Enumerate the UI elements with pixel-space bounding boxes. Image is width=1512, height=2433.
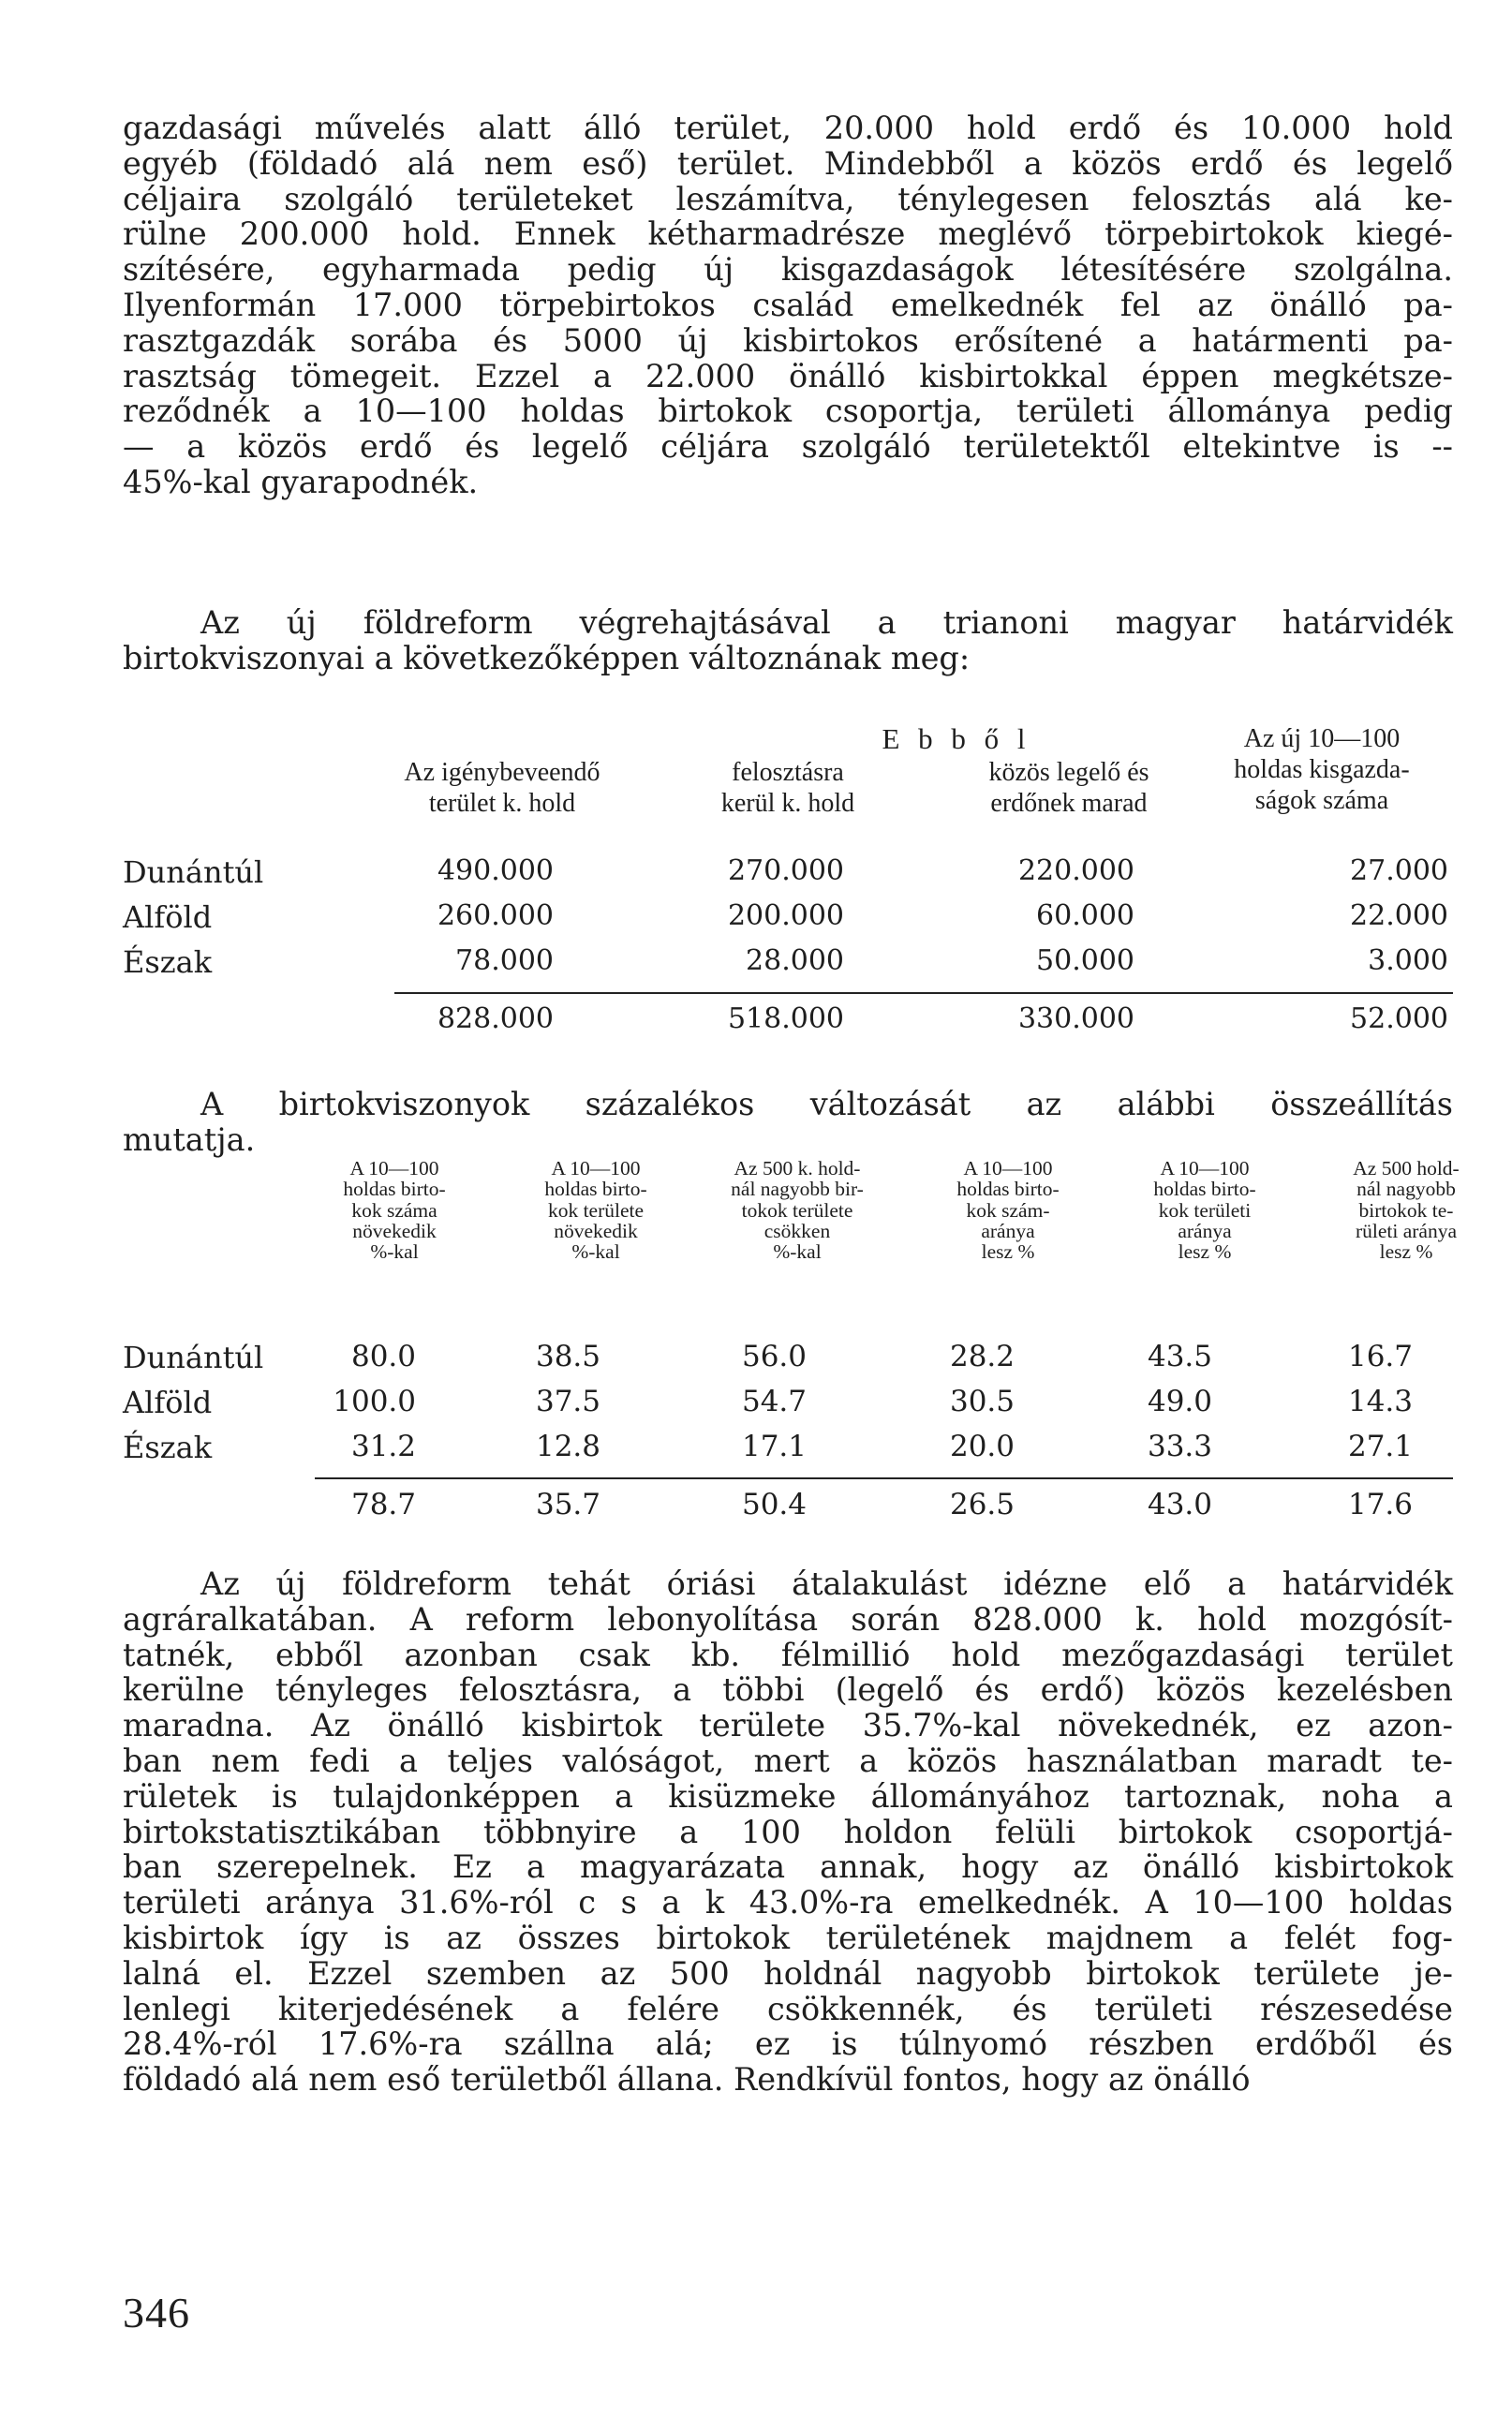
table1-total: 518.000	[727, 1002, 844, 1035]
table2-cell: 37.5	[535, 1385, 600, 1418]
text-line: 28.4%-ról 17.6%-ra szállna alá; ez is túlnyomó részben erdőből és	[123, 2025, 1453, 2063]
text-line: 45%-kal gyarapodnék.	[123, 463, 479, 500]
table2-total: 17.6	[1347, 1488, 1413, 1521]
text-line: céljaira szolgáló területeket leszámítva, ténylegesen felosztás alá ke-	[123, 180, 1453, 217]
paragraph-percentages-intro	[123, 1087, 1453, 1158]
text-line: földadó alá nem eső területből állana. Rendkívül fontos, hogy az önálló	[123, 2061, 1251, 2099]
table1-cell: 260.000	[437, 899, 554, 932]
table2-header: Az 500 k. hold- nál nagyobb bir- tokok területe csökken %-kal	[731, 1157, 864, 1264]
table2-header: A 10—100 holdas birto- kok száma növekedik %-kal	[343, 1157, 446, 1264]
table2-cell: 27.1	[1347, 1430, 1413, 1463]
table2-row-label: Alföld	[123, 1385, 213, 1420]
table1-header-new-farms: Az új 10—100 holdas kisgazda- ságok száma	[1234, 724, 1410, 815]
text-line: lalná el. Ezzel szemben az 500 holdnál nagyobb birtokok területe je-	[123, 1954, 1453, 1992]
text-line: lenlegi kiterjedésének a felére csökkennék, és területi részesedése	[123, 1990, 1453, 2027]
text-line: rülne 200.000 hold. Ennek kétharmadrésze meglévő törpebirtokok kiegé-	[123, 215, 1453, 253]
table2-cell: 43.5	[1147, 1340, 1212, 1373]
table1-cell: 60.000	[1036, 899, 1134, 932]
text-line: Az új földreform végrehajtásával a trianoni magyar határvidék	[200, 604, 1453, 641]
text-line: birtokstatisztikában többnyire a 100 holdon felüli birtokok csoportjá-	[123, 1813, 1453, 1850]
text-line: kisbirtok így is az összes birtokok területének majdnem a felét fog-	[123, 1919, 1453, 1956]
table2-total-rule	[315, 1477, 1453, 1479]
text-line: maradna. Az önálló kisbirtok területe 35.7%-kal növekednék, ez azon-	[123, 1707, 1453, 1744]
table1-cell: 78.000	[455, 944, 554, 977]
paragraph-conclusion	[123, 1566, 1453, 2098]
table1-cell: 22.000	[1350, 899, 1448, 932]
text-line: reződnék a 10—100 holdas birtokok csoportja, területi állománya pedig	[123, 393, 1453, 430]
text-line: mutatja.	[123, 1120, 256, 1158]
table2-cell: 30.5	[949, 1385, 1015, 1418]
text-line: területi aránya 31.6%-ról c s a k 43.0%-ra emelkednék. A 10—100 holdas	[123, 1884, 1453, 1921]
text-line: egyéb (földadó alá nem eső) terület. Mindebből a közös erdő és legelő	[123, 144, 1453, 182]
table2-cell: 56.0	[741, 1340, 807, 1373]
table2-total: 50.4	[741, 1488, 807, 1521]
table2-header: A 10—100 holdas birto- kok területi aránya lesz %	[1153, 1157, 1256, 1264]
table2-cell: 17.1	[741, 1430, 807, 1463]
table2-cell: 80.0	[350, 1340, 416, 1373]
table1-cell: 50.000	[1036, 944, 1134, 977]
paragraph-intro	[123, 111, 1453, 500]
text-line: rasztság tömegeit. Ezzel a 22.000 önálló kisbirtokkal éppen megkétsze-	[123, 357, 1453, 394]
table2-total: 26.5	[949, 1488, 1015, 1521]
table1-cell: 28.000	[746, 944, 844, 977]
text-line: ban szerepelnek. Ez a magyarázata annak, hogy az önálló kisbirtokok	[123, 1848, 1453, 1886]
table1-row-label: Dunántúl	[123, 854, 264, 890]
page-number: 346	[123, 2289, 190, 2337]
table1-total: 330.000	[1017, 1002, 1134, 1035]
table2-cell: 20.0	[949, 1430, 1015, 1463]
text-line: A birtokviszonyok százalékos változását az alábbi összeállítás	[200, 1086, 1453, 1122]
text-line: tatnék, ebből azonban csak kb. félmillió hold mezőgazdasági terület	[123, 1636, 1453, 1673]
table2-header: A 10—100 holdas birto- kok területe növekedik %-kal	[544, 1157, 647, 1264]
table2-cell: 38.5	[535, 1340, 600, 1373]
table1-cell: 270.000	[727, 854, 844, 887]
text-line: Ilyenformán 17.000 törpebirtokos család emelkednék fel az önálló pa-	[123, 286, 1453, 323]
text-line: — a közös erdő és legelő céljára szolgáló területektől eltekintve is --	[123, 428, 1453, 466]
table2-cell: 31.2	[350, 1430, 416, 1463]
table2-cell: 33.3	[1147, 1430, 1212, 1463]
table1-header-claimed: Az igénybeveendő terület k. hold	[404, 758, 600, 818]
table2-row-label: Észak	[123, 1430, 213, 1465]
text-line: agráralkatában. A reform lebonyolítása során 828.000 k. hold mozgósít-	[123, 1600, 1453, 1638]
table1-cell: 490.000	[437, 854, 554, 887]
text-line: birtokviszonyai a következőképpen változnának meg:	[123, 639, 971, 676]
text-line: kerülne tényleges felosztásra, a többi (legelő és erdő) közös kezelésben	[123, 1671, 1453, 1709]
table2-header: Az 500 hold- nál nagyobb birtokok te- rületi aránya lesz %	[1353, 1157, 1460, 1264]
table1-total: 52.000	[1350, 1002, 1448, 1035]
table1-row-label: Észak	[123, 944, 213, 980]
table2-cell: 54.7	[741, 1385, 807, 1418]
paragraph-reform-intro	[123, 605, 1453, 676]
table2-cell: 28.2	[949, 1340, 1015, 1373]
text-line: rasztgazdák sorába és 5000 új kisbirtokos erősítené a határmenti pa-	[123, 321, 1453, 359]
table2-cell: 16.7	[1347, 1340, 1413, 1373]
text-line: rületek is tulajdonképpen a kisüzmeke állományához tartoznak, noha a	[123, 1777, 1453, 1815]
text-line: Az új földreform tehát óriási átalakulást idézne elő a határvidék	[200, 1565, 1453, 1602]
table2-row-label: Dunántúl	[123, 1340, 264, 1375]
table1-total: 828.000	[437, 1002, 554, 1035]
table2-total: 35.7	[535, 1488, 600, 1521]
table2-cell: 14.3	[1347, 1385, 1413, 1418]
table2-cell: 49.0	[1147, 1385, 1212, 1418]
text-line: gazdasági művelés alatt álló terület, 20.000 hold erdő és 10.000 hold	[123, 110, 1453, 146]
table2-total: 78.7	[350, 1488, 416, 1521]
table2-cell: 100.0	[333, 1385, 416, 1418]
table1-cell: 200.000	[727, 899, 844, 932]
table1-group-header: E b b ő l	[882, 722, 1031, 755]
table1-total-rule	[394, 992, 1453, 994]
table1-header-common: közös legelő és erdőnek marad	[988, 758, 1149, 818]
table2-header: A 10—100 holdas birto- kok szám- aránya lesz %	[956, 1157, 1060, 1264]
table1-cell: 27.000	[1350, 854, 1448, 887]
table1-cell: 3.000	[1368, 944, 1448, 977]
table2-cell: 12.8	[535, 1430, 600, 1463]
table1-header-distributed: felosztásra kerül k. hold	[720, 758, 855, 818]
text-line: ban nem fedi a teljes valóságot, mert a közös használatban maradt te-	[123, 1742, 1453, 1779]
text-line: szítésére, egyharmada pedig új kisgazdaságok létesítésére szolgálna.	[123, 251, 1453, 289]
table1-cell: 220.000	[1017, 854, 1134, 887]
table1-row-label: Alföld	[123, 899, 213, 935]
table2-total: 43.0	[1147, 1488, 1212, 1521]
